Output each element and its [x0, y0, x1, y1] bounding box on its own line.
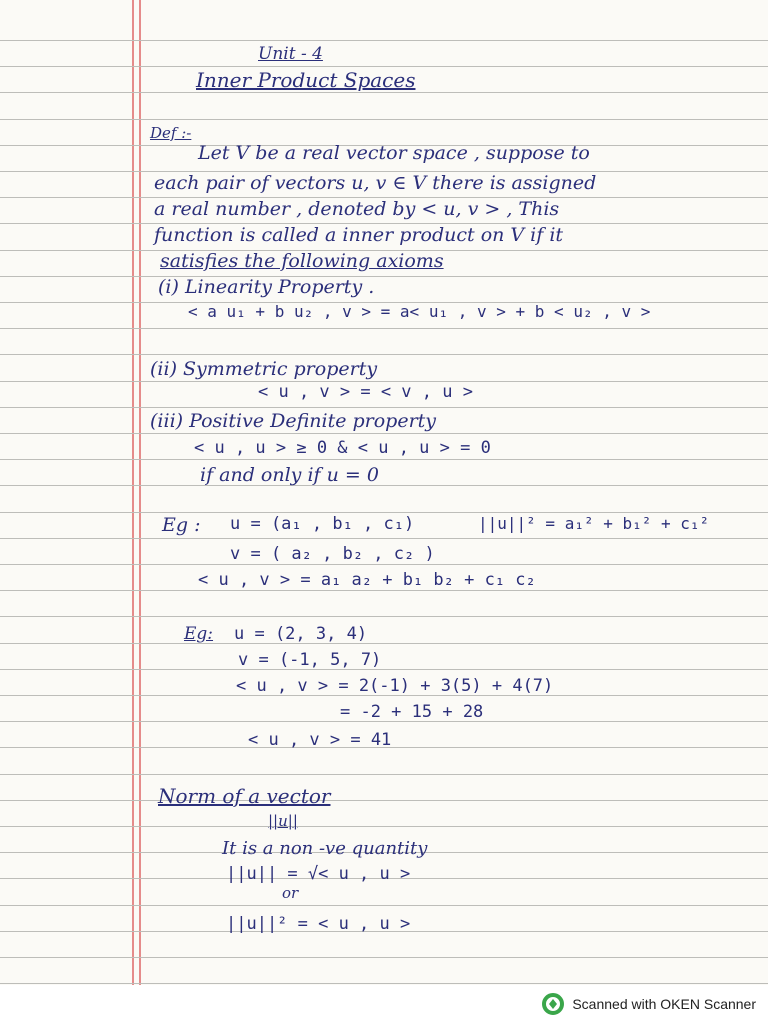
- ruled-line: [0, 774, 768, 775]
- ruled-line: [0, 538, 768, 539]
- unit-title: Unit - 4: [258, 44, 323, 64]
- margin-line-left: [132, 0, 134, 985]
- example-1-label: Eg :: [162, 514, 201, 536]
- definition-line-1: Let V be a real vector space , suppose to: [198, 142, 590, 164]
- ruled-line: [0, 407, 768, 408]
- example-2-step: = -2 + 15 + 28: [340, 702, 484, 722]
- axiom-3-condition: if and only if u = 0: [200, 464, 379, 486]
- ruled-line: [0, 433, 768, 434]
- ruled-line: [0, 485, 768, 486]
- example-1-norm: ||u||² = a₁² + b₁² + c₁²: [478, 514, 710, 533]
- norm-squared: ||u||² = < u , u >: [226, 914, 411, 934]
- chapter-title: Inner Product Spaces: [196, 68, 416, 92]
- ruled-line: [0, 905, 768, 906]
- definition-label: Def :-: [150, 124, 192, 142]
- ruled-line: [0, 276, 768, 277]
- scanner-watermark: [542, 993, 756, 1015]
- definition-line-4: function is called a inner product on V if it: [154, 224, 564, 246]
- example-1-u: u = (a₁ , b₁ , c₁): [230, 514, 415, 534]
- norm-section-title: Norm of a vector: [158, 784, 331, 808]
- ruled-line: [0, 459, 768, 460]
- ruled-line: [0, 328, 768, 329]
- ruled-line: [0, 564, 768, 565]
- ruled-line: [0, 590, 768, 591]
- norm-symbol: ||u||: [268, 812, 298, 830]
- definition-line-5: satisfies the following axioms: [160, 250, 444, 272]
- ruled-line: [0, 40, 768, 41]
- margin-line-right: [139, 0, 141, 985]
- example-2-u: u = (2, 3, 4): [234, 624, 368, 644]
- norm-definition: ||u|| = √< u , u >: [226, 864, 411, 884]
- example-1-inner-product: < u , v > = a₁ a₂ + b₁ b₂ + c₁ c₂: [198, 570, 536, 590]
- axiom-3-title: (iii) Positive Definite property: [150, 410, 437, 432]
- example-2-inner-product: < u , v > = 2(-1) + 3(5) + 4(7): [236, 676, 554, 696]
- scanner-footer: [0, 985, 768, 1024]
- axiom-2-equation: < u , v > = < v , u >: [258, 382, 473, 402]
- example-1-v: v = ( a₂ , b₂ , c₂ ): [230, 544, 435, 564]
- ruled-line: [0, 983, 768, 984]
- example-2-label: Eg:: [184, 624, 214, 644]
- example-2-v: v = (-1, 5, 7): [238, 650, 382, 670]
- norm-description: It is a non -ve quantity: [222, 838, 428, 859]
- ruled-line: [0, 119, 768, 120]
- definition-line-2: each pair of vectors u, v ∈ V there is assigned: [154, 172, 597, 194]
- axiom-1-equation: < a u₁ + b u₂ , v > = a< u₁ , v > + b < u₂ , v >: [188, 302, 651, 321]
- ruled-line: [0, 826, 768, 827]
- oken-scanner-logo-icon: [542, 993, 564, 1015]
- ruled-line: [0, 512, 768, 513]
- scanner-text: Scanned with OKEN Scanner: [572, 996, 756, 1012]
- axiom-2-title: (ii) Symmetric property: [150, 358, 378, 380]
- definition-line-3: a real number , denoted by < u, v > , This: [154, 198, 560, 220]
- example-2-result: < u , v > = 41: [248, 730, 392, 750]
- ruled-line: [0, 616, 768, 617]
- ruled-line: [0, 92, 768, 93]
- ruled-line: [0, 643, 768, 644]
- axiom-3-equation: < u , u > ≥ 0 & < u , u > = 0: [194, 438, 491, 458]
- axiom-1-title: (i) Linearity Property .: [158, 276, 375, 298]
- norm-or: or: [282, 884, 299, 902]
- ruled-line: [0, 66, 768, 67]
- ruled-line: [0, 800, 768, 801]
- ruled-line: [0, 957, 768, 958]
- ruled-line: [0, 354, 768, 355]
- ruled-line: [0, 669, 768, 670]
